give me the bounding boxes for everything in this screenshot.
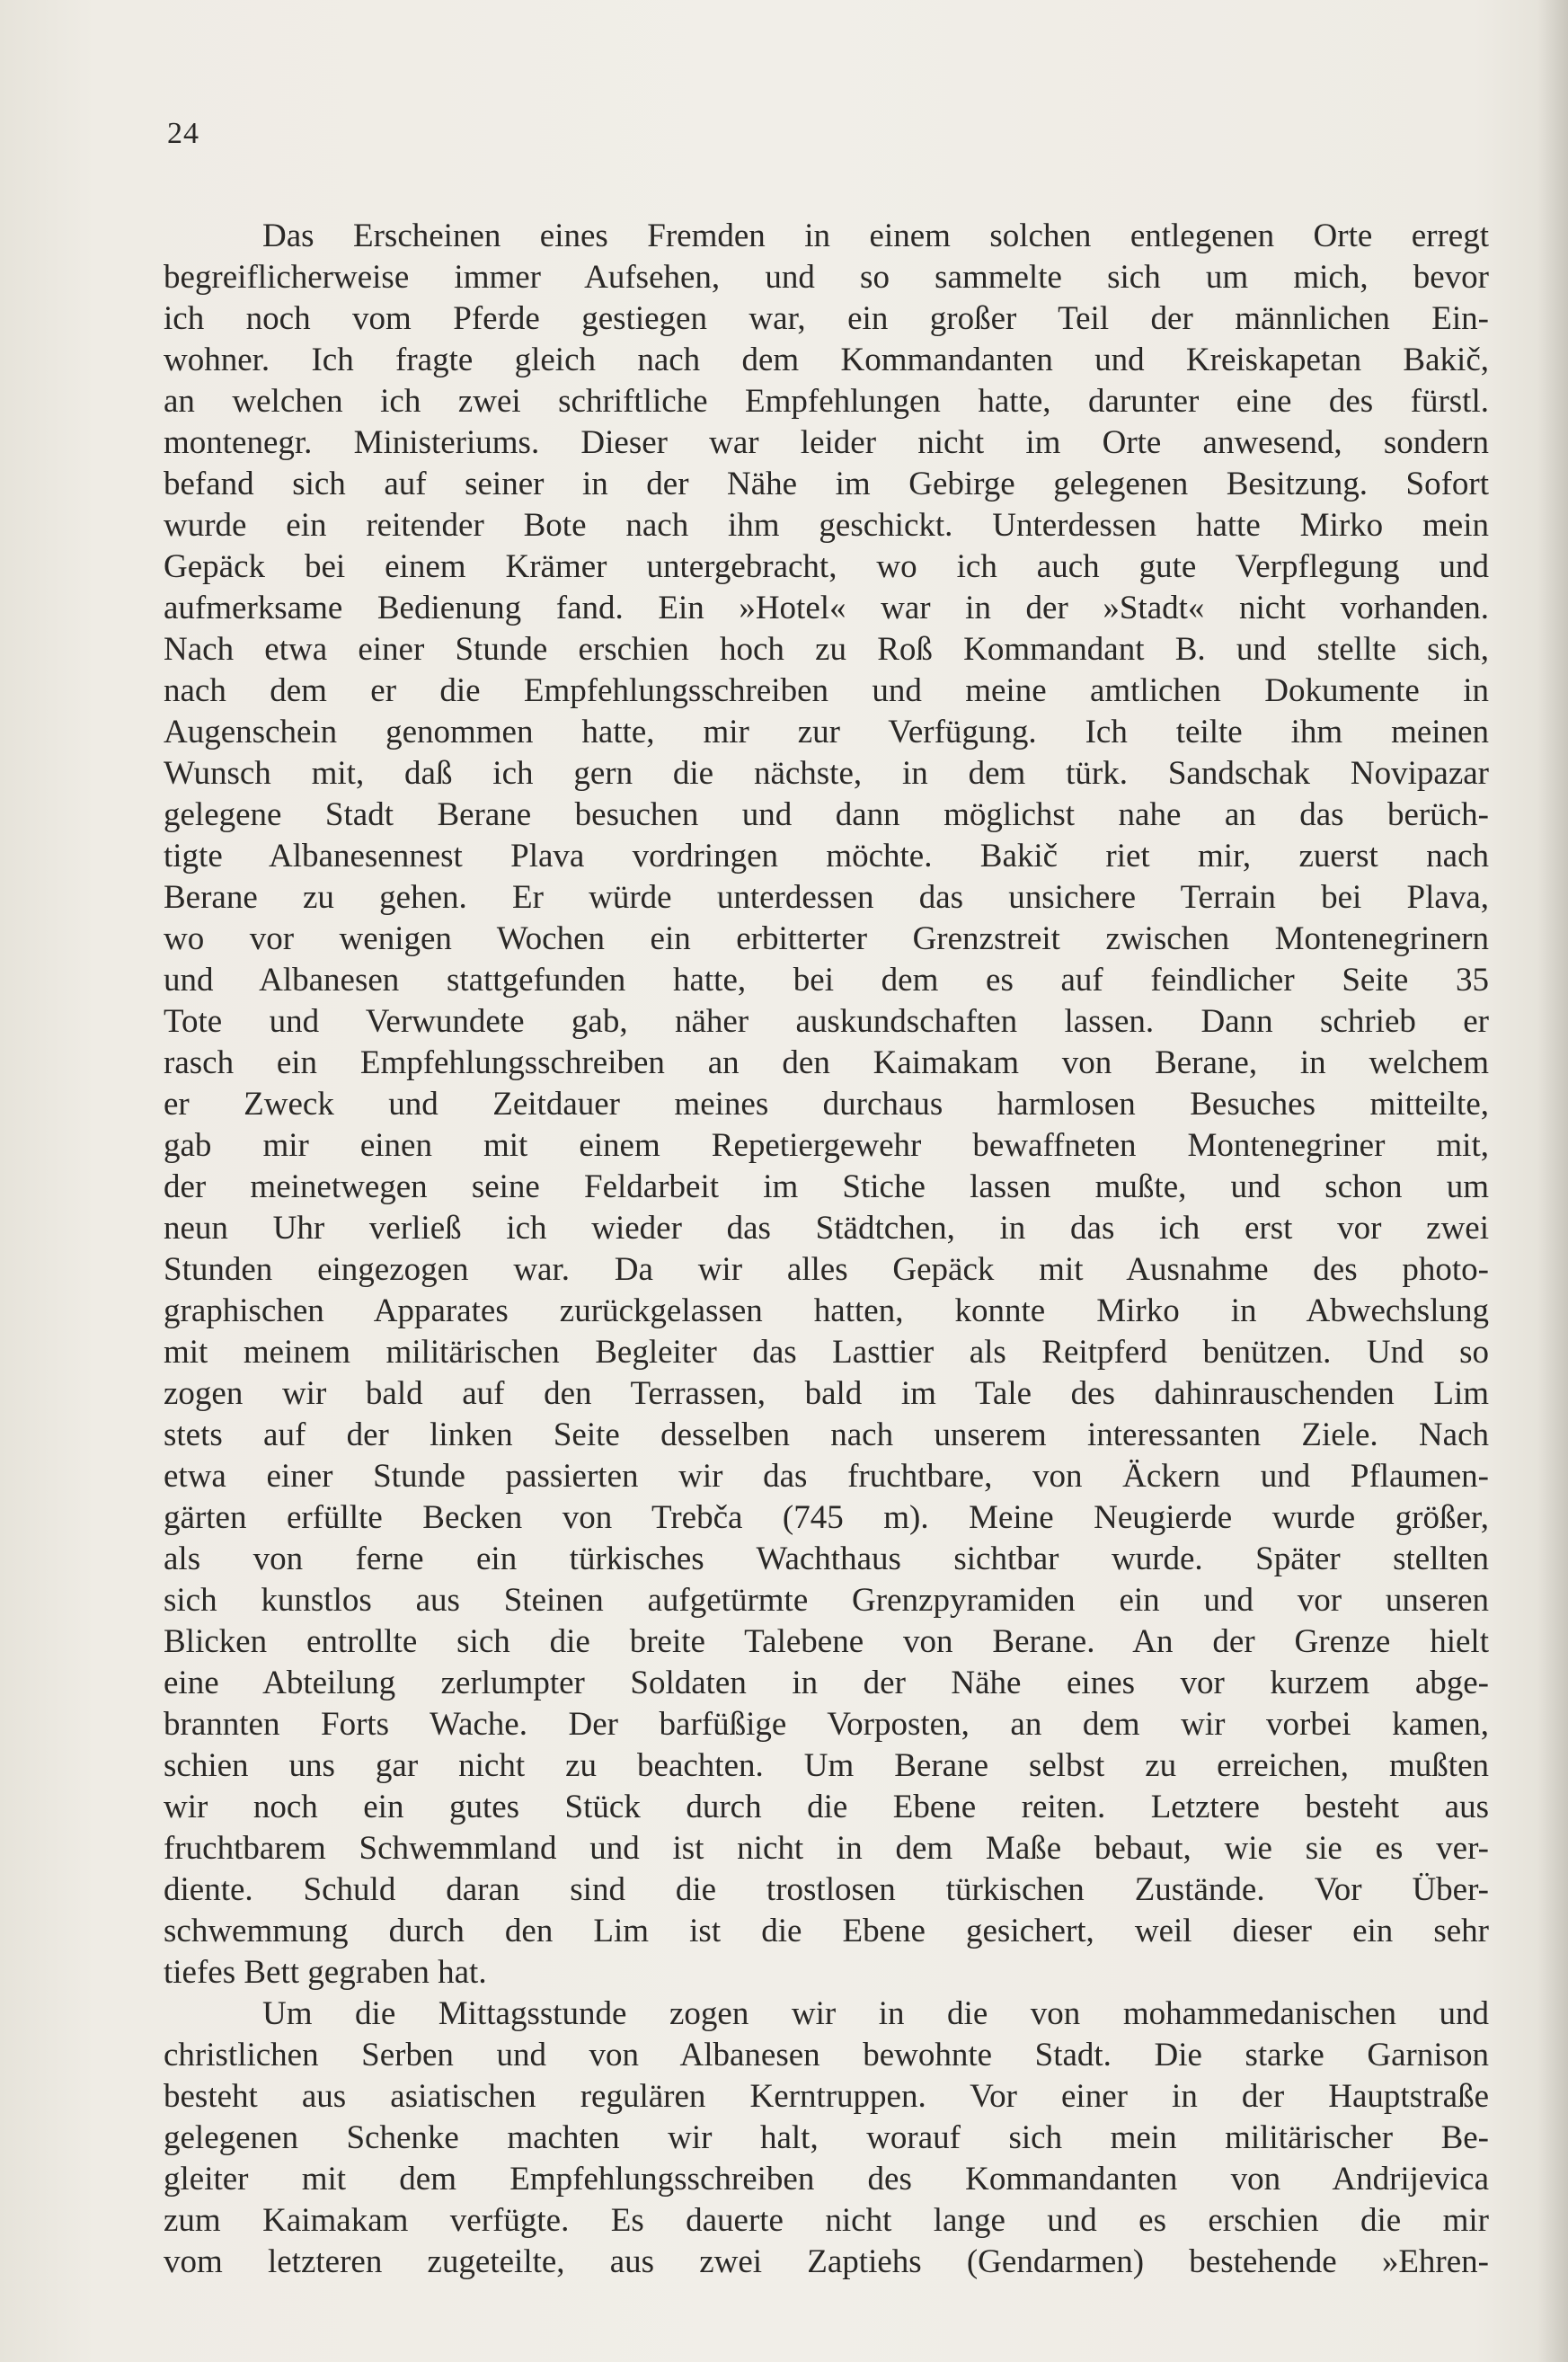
text-line: rasch ein Empfehlungsschreiben an den Kaimakam von Berane, in welchem [164, 1044, 1489, 1081]
text-line: Stunden eingezogen war. Da wir alles Gepäck mit Ausnahme des photo- [164, 1251, 1489, 1288]
body-text [164, 216, 1489, 2283]
text-line: zum Kaimakam verfügte. Es dauerte nicht lange und es erschien die mir [164, 2202, 1489, 2239]
text-line: gelegene Stadt Berane besuchen und dann möglichst nahe an das berüch- [164, 796, 1489, 833]
text-line: vom letzteren zugeteilte, aus zwei Zaptiehs (Gendarmen) bestehende »Ehren- [164, 2243, 1489, 2280]
text-line: Wunsch mit, daß ich gern die nächste, in dem türk. Sandschak Novipazar [164, 755, 1489, 792]
text-line: montenegr. Ministeriums. Dieser war leider nicht im Orte anwesend, sondern [164, 424, 1489, 461]
text-line: gärten erfüllte Becken von Trebča (745 m). Meine Neugierde wurde größer, [164, 1499, 1489, 1536]
text-line: sich kunstlos aus Steinen aufgetürmte Grenzpyramiden ein und vor unseren [164, 1582, 1489, 1619]
text-line: gab mir einen mit einem Repetiergewehr bewaffneten Montenegriner mit, [164, 1127, 1489, 1164]
text-line: er Zweck und Zeitdauer meines durchaus harmlosen Besuches mitteilte, [164, 1086, 1489, 1123]
text-line: befand sich auf seiner in der Nähe im Gebirge gelegenen Besitzung. Sofort [164, 466, 1489, 502]
text-line: gelegenen Schenke machten wir halt, worauf sich mein militärischer Be- [164, 2119, 1489, 2156]
text-line: aufmerksame Bedienung fand. Ein »Hotel« war in der »Stadt« nicht vorhanden. [164, 590, 1489, 626]
text-line: ich noch vom Pferde gestiegen war, ein großer Teil der männlichen Ein- [164, 300, 1489, 337]
text-line: Um die Mittagsstunde zogen wir in die von mohammedanischen und [262, 1995, 1489, 2032]
text-line: eine Abteilung zerlumpter Soldaten in der Nähe eines vor kurzem abge- [164, 1665, 1489, 1701]
page-edge-shadow [1537, 0, 1568, 2362]
text-line: wir noch ein gutes Stück durch die Ebene reiten. Letztere besteht aus [164, 1789, 1489, 1825]
text-line: schien uns gar nicht zu beachten. Um Berane selbst zu erreichen, mußten [164, 1747, 1489, 1784]
text-line: brannten Forts Wache. Der barfüßige Vorposten, an dem wir vorbei kamen, [164, 1706, 1489, 1743]
text-line: als von ferne ein türkisches Wachthaus sichtbar wurde. Später stellten [164, 1541, 1489, 1577]
text-line: Berane zu gehen. Er würde unterdessen das unsichere Terrain bei Plava, [164, 879, 1489, 916]
text-line: nach dem er die Empfehlungsschreiben und meine amtlichen Dokumente in [164, 672, 1489, 709]
text-line: neun Uhr verließ ich wieder das Städtchen, in das ich erst vor zwei [164, 1210, 1489, 1247]
text-line: fruchtbarem Schwemmland und ist nicht in dem Maße bebaut, wie sie es ver- [164, 1830, 1489, 1867]
text-line: Augenschein genommen hatte, mir zur Verfügung. Ich teilte ihm meinen [164, 714, 1489, 750]
text-line: Blicken entrollte sich die breite Talebene von Berane. An der Grenze hielt [164, 1623, 1489, 1660]
text-line: an welchen ich zwei schriftliche Empfehlungen hatte, darunter eine des fürstl. [164, 383, 1489, 420]
text-line: tigte Albanesennest Plava vordringen möchte. Bakič riet mir, zuerst nach [164, 838, 1489, 875]
text-line: tiefes Bett gegraben hat. [164, 1954, 487, 1991]
text-line: und Albanesen stattgefunden hatte, bei dem es auf feindlicher Seite 35 [164, 962, 1489, 999]
text-line: stets auf der linken Seite desselben nach unserem interessanten Ziele. Nach [164, 1416, 1489, 1453]
text-line: Tote und Verwundete gab, näher auskundschaften lassen. Dann schrieb er [164, 1003, 1489, 1040]
text-line: gleiter mit dem Empfehlungsschreiben des Kommandanten von Andrijevica [164, 2161, 1489, 2198]
text-line: wo vor wenigen Wochen ein erbitterter Grenzstreit zwischen Montenegrinern [164, 920, 1489, 957]
text-line: Gepäck bei einem Krämer untergebracht, wo ich auch gute Verpflegung und [164, 548, 1489, 585]
text-line: wohner. Ich fragte gleich nach dem Kommandanten und Kreiskapetan Bakič, [164, 342, 1489, 378]
text-line: christlichen Serben und von Albanesen bewohnte Stadt. Die starke Garnison [164, 2037, 1489, 2073]
text-line: diente. Schuld daran sind die trostlosen türkischen Zustände. Vor Über- [164, 1871, 1489, 1908]
text-line: zogen wir bald auf den Terrassen, bald im Tale des dahinrauschenden Lim [164, 1375, 1489, 1412]
text-line: graphischen Apparates zurückgelassen hatten, konnte Mirko in Abwechslung [164, 1292, 1489, 1329]
text-line: wurde ein reitender Bote nach ihm geschickt. Unterdessen hatte Mirko mein [164, 507, 1489, 544]
text-line: etwa einer Stunde passierten wir das fruchtbare, von Äckern und Pflaumen- [164, 1458, 1489, 1495]
text-line: Das Erscheinen eines Fremden in einem solchen entlegenen Orte erregt [262, 218, 1489, 254]
text-line: mit meinem militärischen Begleiter das Lasttier als Reitpferd benützen. Und so [164, 1334, 1489, 1371]
page-number: 24 [167, 117, 199, 150]
text-line: begreiflicherweise immer Aufsehen, und so sammelte sich um mich, bevor [164, 259, 1489, 296]
text-line: der meinetwegen seine Feldarbeit im Stiche lassen mußte, und schon um [164, 1168, 1489, 1205]
text-line: Nach etwa einer Stunde erschien hoch zu Roß Kommandant B. und stellte sich, [164, 631, 1489, 668]
text-line: besteht aus asiatischen regulären Kerntruppen. Vor einer in der Hauptstraße [164, 2078, 1489, 2115]
text-line: schwemmung durch den Lim ist die Ebene gesichert, weil dieser ein sehr [164, 1913, 1489, 1949]
